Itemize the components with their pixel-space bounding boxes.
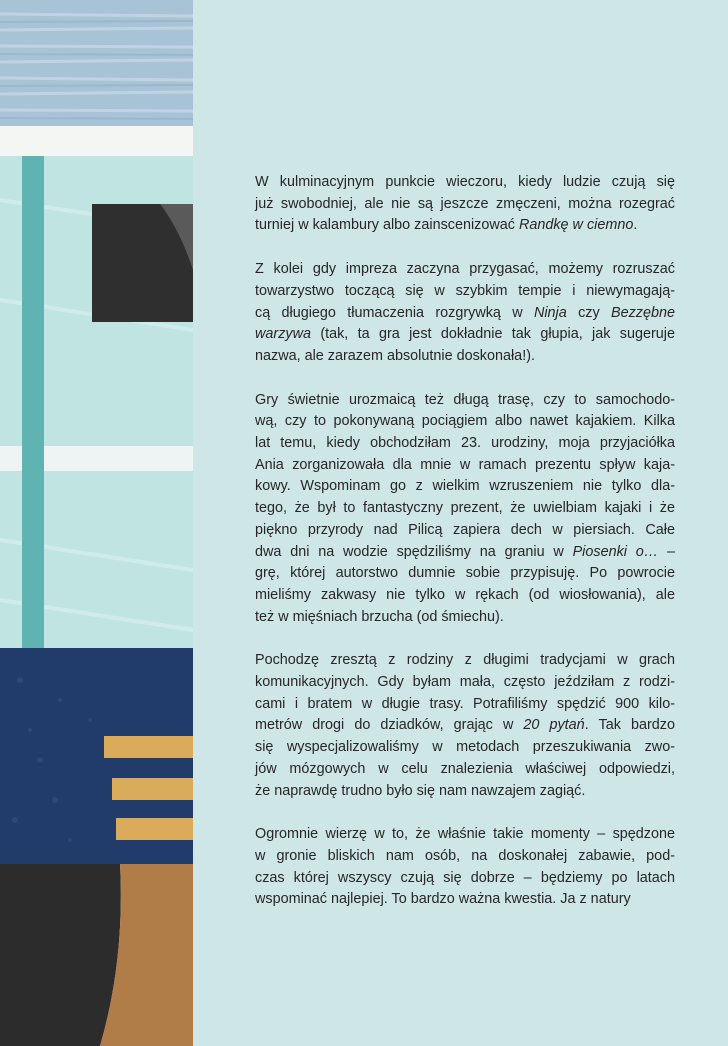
text-line bbox=[255, 868, 675, 890]
text-segment: (tak, ta gra jest dokładnie tak głupia, jak sugeruje bbox=[310, 326, 675, 343]
text-line bbox=[255, 281, 675, 303]
italic-title: Randkę w ciemno bbox=[518, 217, 634, 234]
text-segment: tego, że był to fantastyczny prezent, że uwielbiam kajaki i że bbox=[255, 500, 675, 517]
text-segment: . Tak bardzo bbox=[584, 717, 675, 734]
paragraph-2 bbox=[255, 259, 675, 368]
white-band bbox=[0, 126, 193, 156]
text-segment: cą długiego tłumaczenia rozgrywką w bbox=[255, 304, 534, 321]
text-segment: też w mięśniach brzucha (od śmiechu). bbox=[255, 608, 504, 625]
paragraph-4 bbox=[255, 650, 675, 802]
text-line bbox=[255, 846, 675, 868]
text-segment: turniej w kalambury albo zainscenizować bbox=[255, 217, 519, 234]
text-line bbox=[255, 585, 675, 607]
text-segment: nazwa, ale zarazem absolutnie doskonała!). bbox=[255, 347, 535, 364]
text-segment: czy bbox=[566, 304, 611, 321]
text-segment: wą, czy to pokonywaną pociągiem albo nawet kajakiem. Kilka bbox=[255, 413, 675, 430]
text-segment: piękno przyrody nad Pilicą zapiera dech w piersiach. Całe bbox=[255, 521, 675, 538]
text-line bbox=[255, 498, 675, 520]
text-segment: metrów drogi do dziadków, grając w bbox=[255, 717, 524, 734]
text-segment: cami i bratem w długie trasy. Potrafiliśmy spędzić 900 kilo- bbox=[255, 695, 675, 712]
decorative-illustration-strip bbox=[0, 0, 193, 1046]
text-segment: Ogromnie wierzę w to, że właśnie takie momenty – spędzone bbox=[255, 826, 675, 843]
text-segment: Pochodzę zresztą z rodziny z długimi tradycjami w grach bbox=[255, 652, 675, 669]
text-line bbox=[255, 563, 675, 585]
text-segment: czas której wszyscy czują się dobrze – będziemy po latach bbox=[255, 869, 675, 886]
paragraph-3 bbox=[255, 390, 675, 629]
text-line bbox=[255, 715, 675, 737]
text-segment: . bbox=[633, 217, 638, 234]
text-segment: komunikacyjnych. Gdy byłam mała, często jeździłam z rodzi- bbox=[255, 674, 675, 691]
text-line bbox=[255, 215, 675, 237]
mustard-stripe-2 bbox=[112, 778, 193, 800]
text-line bbox=[255, 759, 675, 781]
text-segment: grę, której autorstwo dumnie sobie przypisuję. Po powrocie bbox=[255, 565, 675, 582]
mustard-stripe-3 bbox=[116, 818, 193, 840]
abstract-painting-art bbox=[0, 0, 193, 1046]
italic-title: Piosenki o… bbox=[572, 543, 659, 560]
italic-title: Bezzębne bbox=[610, 304, 675, 321]
text-line bbox=[255, 455, 675, 477]
text-segment: w gronie bliskich nam osób, na doskonałej zabawie, pod- bbox=[255, 847, 675, 864]
text-line bbox=[255, 390, 675, 412]
text-segment: lat temu, kiedy obchodziłam 23. urodziny, moja przyjaciółka bbox=[255, 435, 675, 452]
text-line bbox=[255, 694, 675, 716]
text-segment: się wyspecjalizowaliśmy w metodach przeszukiwania zwo- bbox=[255, 739, 675, 756]
mustard-stripe-1 bbox=[104, 736, 193, 758]
text-segment: – bbox=[658, 543, 675, 560]
text-line bbox=[255, 476, 675, 498]
text-line bbox=[255, 737, 675, 759]
text-line bbox=[255, 650, 675, 672]
text-line bbox=[255, 346, 675, 368]
charcoal-shape bbox=[0, 864, 121, 1046]
text-line bbox=[255, 781, 675, 803]
text-line bbox=[255, 303, 675, 325]
text-segment: towarzystwo toczącą się w szybkim tempie i niewymagają- bbox=[255, 282, 675, 299]
text-line bbox=[255, 520, 675, 542]
text-line bbox=[255, 259, 675, 281]
text-line bbox=[255, 324, 675, 346]
article-body bbox=[255, 172, 675, 933]
text-line bbox=[255, 172, 675, 194]
text-segment: wspominać najlepiej. To bardzo ważna kwestia. Ja z natury bbox=[255, 891, 631, 908]
text-line bbox=[255, 824, 675, 846]
text-line bbox=[255, 542, 675, 564]
text-line bbox=[255, 607, 675, 629]
italic-title: warzywa bbox=[255, 326, 311, 343]
paragraph-1 bbox=[255, 172, 675, 237]
text-segment: kowy. Wspominam go z wielkim wzruszeniem nie tylko dla- bbox=[255, 478, 675, 495]
italic-title: 20 pytań bbox=[523, 717, 585, 734]
text-segment: dwa dni na wodzie spędziliśmy na graniu w bbox=[255, 543, 573, 560]
text-segment: jów mózgowych w celu znalezienia właściwej odpowiedzi, bbox=[255, 760, 675, 777]
paragraph-5 bbox=[255, 824, 675, 911]
text-segment: że naprawdę trudno było się nam nawzajem zagiąć. bbox=[255, 782, 586, 799]
text-line bbox=[255, 889, 675, 911]
text-line bbox=[255, 411, 675, 433]
italic-title: Ninja bbox=[533, 304, 567, 321]
text-segment: Gry świetnie urozmaicą też długą trasę, czy to samochodo- bbox=[255, 391, 675, 408]
text-line bbox=[255, 672, 675, 694]
text-line bbox=[255, 194, 675, 216]
text-segment: W kulminacyjnym punkcie wieczoru, kiedy ludzie czują się bbox=[255, 174, 675, 190]
text-segment: mieliśmy zakwasy nie tylko w rękach (od wiosłowania), ale bbox=[255, 586, 675, 603]
text-line bbox=[255, 433, 675, 455]
teal-vertical-bar bbox=[22, 156, 44, 648]
text-segment: Ania zorganizowała dla mnie w ramach prezentu spływ kaja- bbox=[255, 456, 675, 473]
text-segment: Z kolei gdy impreza zaczyna przygasać, możemy rozruszać bbox=[255, 261, 675, 278]
text-segment: już swobodniej, ale nie są jeszcze zmęczeni, można rozegrać bbox=[255, 195, 675, 212]
